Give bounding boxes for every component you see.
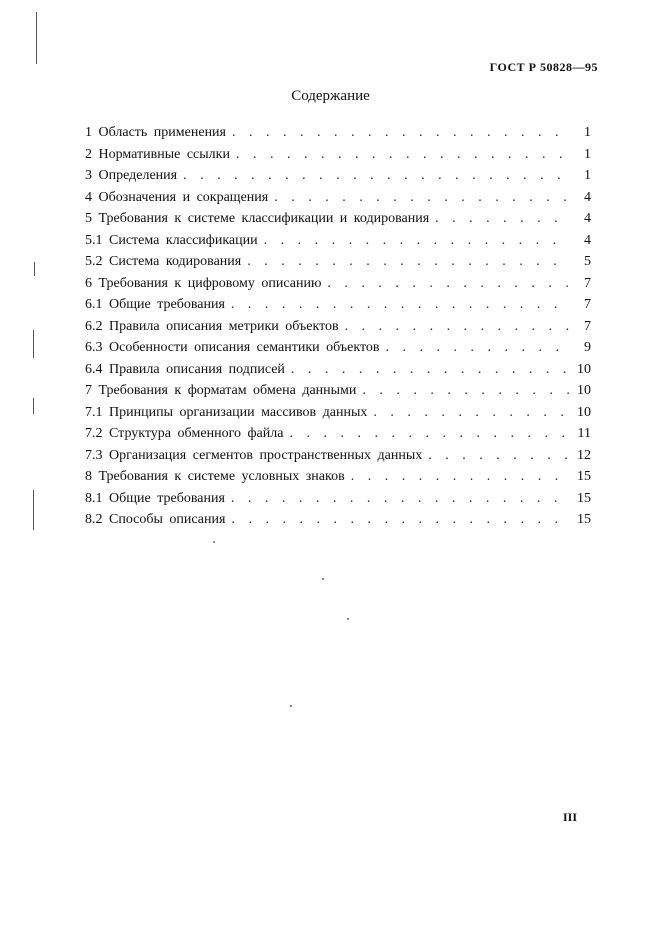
toc-entry-page: 12: [577, 447, 591, 463]
toc-entry-page: 15: [577, 512, 591, 527]
toc-entry-label: 1 Область применения: [85, 125, 226, 140]
toc-entry-page: 10: [577, 383, 591, 398]
toc-entry-page: 1: [584, 146, 591, 162]
table-of-contents: [85, 122, 591, 531]
scan-mark: [36, 12, 37, 64]
toc-leader-dots: [289, 423, 569, 445]
toc-entry-label: 8.1 Общие требования: [85, 490, 225, 506]
toc-entry[interactable]: [85, 509, 591, 531]
toc-entry[interactable]: [85, 380, 591, 402]
toc-entry[interactable]: [85, 273, 591, 295]
toc-entry[interactable]: [85, 165, 591, 187]
toc-entry-page: 4: [584, 189, 591, 205]
toc-entry-label: 7.1 Принципы организации массивов данных: [85, 404, 368, 420]
toc-leader-dots: [232, 122, 569, 144]
scan-mark: [33, 330, 34, 358]
toc-entry-label: 4 Обозначения и сокращения: [85, 189, 269, 205]
scan-speck: [347, 618, 349, 620]
toc-entry[interactable]: [85, 251, 591, 273]
toc-entry-page: 4: [584, 232, 591, 248]
toc-entry-label: 6.3 Особенности описания семантики объектов: [85, 340, 380, 355]
toc-entry-label: 6.4 Правила описания подписей: [85, 361, 285, 377]
toc-entry-label: 8.2 Способы описания: [85, 512, 226, 527]
toc-title: Содержание: [291, 88, 370, 104]
toc-entry[interactable]: [85, 316, 591, 338]
toc-leader-dots: [386, 337, 569, 359]
toc-leader-dots: [231, 488, 569, 510]
toc-entry[interactable]: [85, 187, 591, 209]
toc-leader-dots: [247, 251, 569, 273]
toc-entry[interactable]: [85, 122, 591, 144]
toc-leader-dots: [373, 402, 569, 424]
toc-entry[interactable]: [85, 208, 591, 230]
scan-mark: [34, 262, 35, 276]
toc-entry-page: 7: [584, 318, 591, 334]
toc-entry-label: 6.2 Правила описания метрики объектов: [85, 318, 339, 334]
toc-entry-label: 3 Определения: [85, 168, 178, 183]
toc-entry-page: 1: [584, 168, 591, 183]
toc-entry[interactable]: [85, 445, 591, 467]
toc-entry[interactable]: [85, 144, 591, 166]
toc-entry[interactable]: [85, 423, 591, 445]
toc-entry-label: 6.1 Общие требования: [85, 297, 225, 312]
toc-entry-label: 8 Требования к системе условных знаков: [85, 469, 345, 484]
toc-leader-dots: [428, 445, 569, 467]
scan-speck: [213, 541, 215, 543]
toc-leader-dots: [264, 230, 569, 252]
scan-speck: [290, 705, 292, 707]
toc-leader-dots: [351, 466, 569, 488]
toc-leader-dots: [345, 316, 569, 338]
toc-entry[interactable]: [85, 230, 591, 252]
toc-leader-dots: [183, 165, 569, 187]
document-code: ГОСТ Р 50828—95: [489, 60, 598, 74]
toc-entry-label: 6 Требования к цифровому описанию: [85, 275, 322, 291]
toc-entry-label: 5.2 Система кодирования: [85, 254, 242, 269]
toc-entry-page: 11: [577, 426, 591, 441]
toc-entry-page: 4: [584, 211, 591, 226]
toc-leader-dots: [231, 509, 569, 531]
scan-mark: [33, 398, 34, 414]
scan-mark: [33, 490, 34, 530]
toc-leader-dots: [362, 380, 569, 402]
toc-entry-page: 10: [577, 361, 591, 377]
toc-entry-page: 10: [577, 404, 591, 420]
toc-entry[interactable]: [85, 359, 591, 381]
toc-leader-dots: [327, 273, 569, 295]
toc-leader-dots: [291, 359, 569, 381]
toc-entry[interactable]: [85, 337, 591, 359]
toc-leader-dots: [274, 187, 569, 209]
toc-entry-label: 5 Требования к системе классификации и кодирования: [85, 211, 430, 226]
toc-entry-label: 7.3 Организация сегментов пространственных данных: [85, 447, 423, 463]
toc-entry-page: 1: [584, 125, 591, 140]
scan-speck: [322, 578, 324, 580]
toc-entry-label: 7.2 Структура обменного файла: [85, 426, 284, 441]
toc-entry[interactable]: [85, 402, 591, 424]
toc-entry-page: 5: [584, 254, 591, 269]
toc-entry[interactable]: [85, 466, 591, 488]
toc-entry[interactable]: [85, 488, 591, 510]
toc-entry-page: 7: [584, 275, 591, 291]
toc-entry-label: 5.1 Система классификации: [85, 232, 258, 248]
toc-entry-page: 15: [577, 490, 591, 506]
toc-entry-page: 7: [584, 297, 591, 312]
toc-leader-dots: [236, 144, 569, 166]
toc-entry-page: 15: [577, 469, 591, 484]
toc-entry[interactable]: [85, 294, 591, 316]
toc-entry-label: 7 Требования к форматам обмена данными: [85, 383, 357, 398]
toc-leader-dots: [435, 208, 569, 230]
toc-entry-page: 9: [584, 340, 591, 355]
toc-leader-dots: [231, 294, 569, 316]
toc-entry-label: 2 Нормативные ссылки: [85, 146, 230, 162]
page-number: III: [563, 810, 578, 824]
